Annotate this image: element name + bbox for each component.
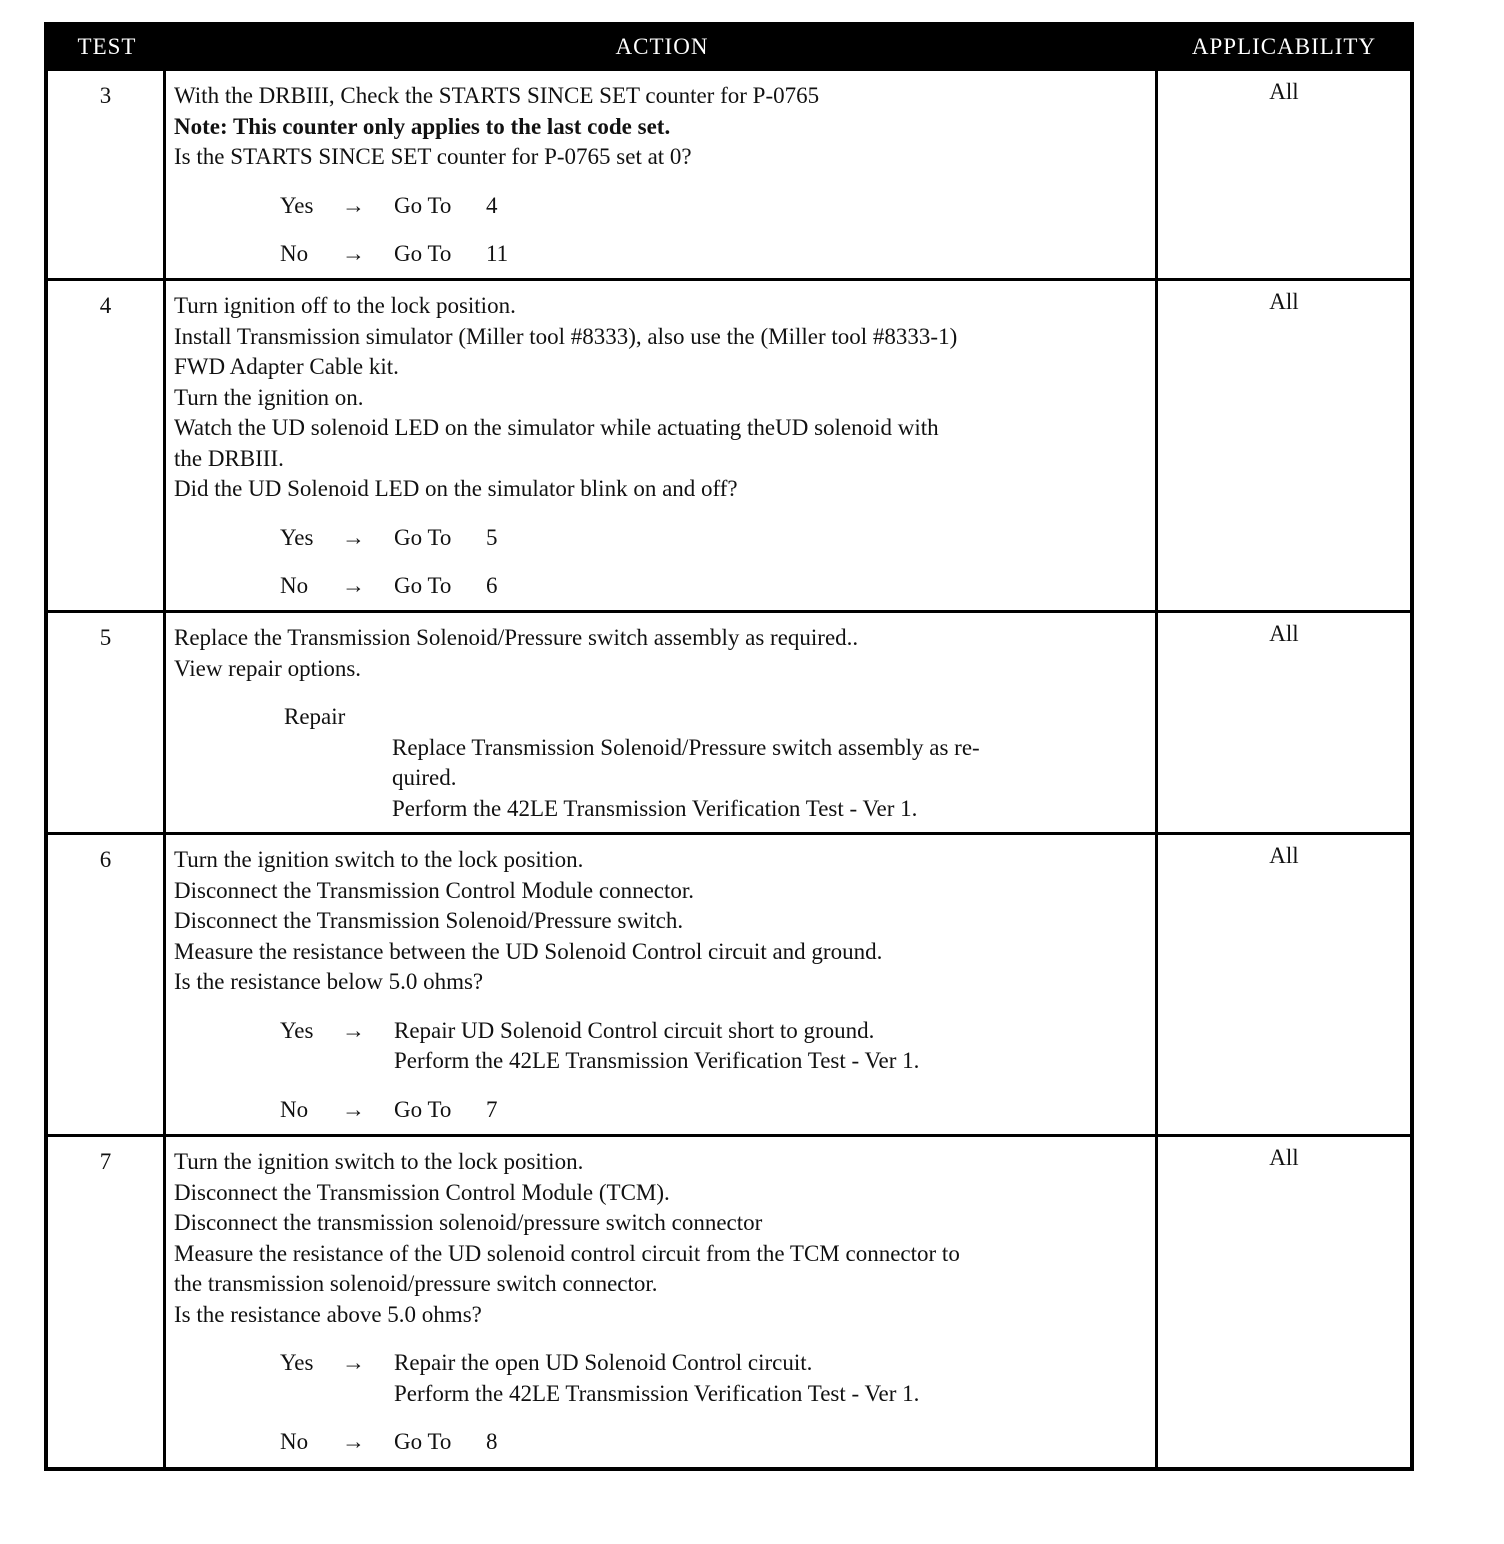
arrow-icon: → [342, 1429, 365, 1454]
applicability-cell: All [1269, 843, 1299, 868]
goto-target: 8 [486, 1429, 498, 1454]
action-line: Turn ignition off to the lock position. [174, 293, 516, 318]
action-line: Is the resistance above 5.0 ohms? [174, 1301, 482, 1327]
action-line: Turn the ignition on. [174, 384, 364, 410]
goto-label: Go To [394, 573, 452, 598]
no-branch [280, 571, 1155, 602]
action-line: Disconnect the Transmission Control Module connector. [174, 877, 695, 903]
arrow-icon: → [342, 192, 365, 218]
action-line: Is the STARTS SINCE SET counter for P-0765 set at 0? [174, 144, 692, 169]
action-cell [166, 835, 1158, 1134]
action-line: Measure the resistance of the UD solenoid control circuit from the TCM connector to [174, 1240, 960, 1266]
test-number: 6 [48, 835, 166, 1134]
applicability-cell: All [1269, 1145, 1299, 1170]
goto-target: 5 [486, 524, 498, 550]
repair-line: quired. [392, 765, 457, 790]
answer-yes: Yes [280, 1350, 314, 1375]
yes-branch [280, 1348, 1155, 1409]
applicability-cell: All [1269, 79, 1299, 104]
action-cell [166, 1137, 1158, 1467]
arrow-icon: → [342, 573, 365, 598]
action-line: Disconnect the Transmission Control Module (TCM). [174, 1179, 670, 1205]
no-branch [280, 1427, 1155, 1458]
goto-target: 11 [486, 241, 509, 266]
yes-branch [280, 1016, 1155, 1077]
arrow-icon: → [342, 524, 365, 550]
answer-yes: Yes [280, 192, 314, 218]
diagnostic-table [44, 22, 1414, 1471]
action-line: Watch the UD solenoid LED on the simulator while actuating theUD solenoid with [174, 415, 939, 440]
action-cell [166, 281, 1158, 610]
arrow-icon: → [342, 1017, 365, 1043]
no-branch [280, 239, 1155, 270]
yes-branch [280, 523, 1155, 554]
applicability-cell: All [1269, 289, 1299, 314]
answer-no: No [280, 1429, 309, 1454]
test-number: 4 [48, 281, 166, 610]
action-line: FWD Adapter Cable kit. [174, 354, 399, 379]
action-line: Disconnect the transmission solenoid/pressure switch connector [174, 1210, 763, 1235]
answer-no: No [280, 241, 309, 266]
goto-label: Go To [394, 192, 452, 218]
goto-label: Go To [394, 524, 452, 550]
goto-target: 6 [486, 573, 498, 598]
header-action: ACTION [615, 34, 709, 59]
repair-instructions [392, 733, 1147, 825]
answer-no: No [280, 573, 309, 598]
goto-label: Go To [394, 241, 452, 266]
action-line: the transmission solenoid/pressure switch connector. [174, 1271, 658, 1296]
table-header [48, 26, 1410, 68]
action-cell [166, 71, 1158, 278]
result-line: Perform the 42LE Transmission Verification Test - Ver 1. [394, 1048, 920, 1073]
result-line: Perform the 42LE Transmission Verification Test - Ver 1. [394, 1380, 920, 1406]
action-note: Note: This counter only applies to the last code set. [174, 113, 671, 139]
table-row [48, 68, 1410, 278]
yes-result [394, 1016, 919, 1077]
goto-label: Go To [394, 1096, 452, 1122]
header-test: TEST [77, 34, 137, 59]
answer-no: No [280, 1096, 309, 1122]
action-line: Measure the resistance between the UD Solenoid Control circuit and ground. [174, 938, 883, 964]
goto-label: Go To [394, 1429, 452, 1454]
repair-line: Replace Transmission Solenoid/Pressure switch assembly as re- [392, 734, 980, 760]
header-applicability: APPLICABILITY [1191, 34, 1377, 59]
repair-line: Perform the 42LE Transmission Verification Test - Ver 1. [392, 795, 918, 821]
action-line: Install Transmission simulator (Miller tool #8333), also use the (Miller tool #8333-1) [174, 323, 958, 349]
action-line: Disconnect the Transmission Solenoid/Pressure switch. [174, 908, 684, 933]
result-line: Repair UD Solenoid Control circuit short to ground. [394, 1017, 875, 1043]
table-row [48, 278, 1410, 610]
no-branch [280, 1095, 1155, 1126]
answer-yes: Yes [280, 524, 314, 550]
arrow-icon: → [342, 1096, 365, 1122]
action-line: Did the UD Solenoid LED on the simulator blink on and off? [174, 476, 738, 501]
applicability-cell: All [1269, 621, 1299, 646]
table-row [48, 832, 1410, 1134]
action-cell [166, 613, 1158, 832]
arrow-icon: → [342, 241, 365, 266]
arrow-icon: → [342, 1350, 365, 1375]
action-line: Replace the Transmission Solenoid/Pressure switch assembly as required.. [174, 625, 859, 650]
table-row [48, 610, 1410, 832]
test-number: 3 [48, 71, 166, 278]
goto-target: 7 [486, 1096, 498, 1122]
repair-label: Repair [284, 704, 346, 729]
test-number: 7 [48, 1137, 166, 1467]
action-line: Turn the ignition switch to the lock position. [174, 847, 584, 872]
action-line: Turn the ignition switch to the lock position. [174, 1149, 584, 1174]
goto-target: 4 [486, 192, 498, 218]
test-number: 5 [48, 613, 166, 832]
action-line: View repair options. [174, 655, 362, 681]
table-row [48, 1134, 1410, 1467]
action-line: With the DRBIII, Check the STARTS SINCE SET counter for P-0765 [174, 83, 820, 108]
result-line: Repair the open UD Solenoid Control circuit. [394, 1350, 813, 1375]
yes-branch [280, 191, 1155, 222]
action-line: Is the resistance below 5.0 ohms? [174, 969, 484, 994]
action-line: the DRBIII. [174, 445, 284, 471]
yes-result [394, 1348, 919, 1409]
answer-yes: Yes [280, 1017, 314, 1043]
